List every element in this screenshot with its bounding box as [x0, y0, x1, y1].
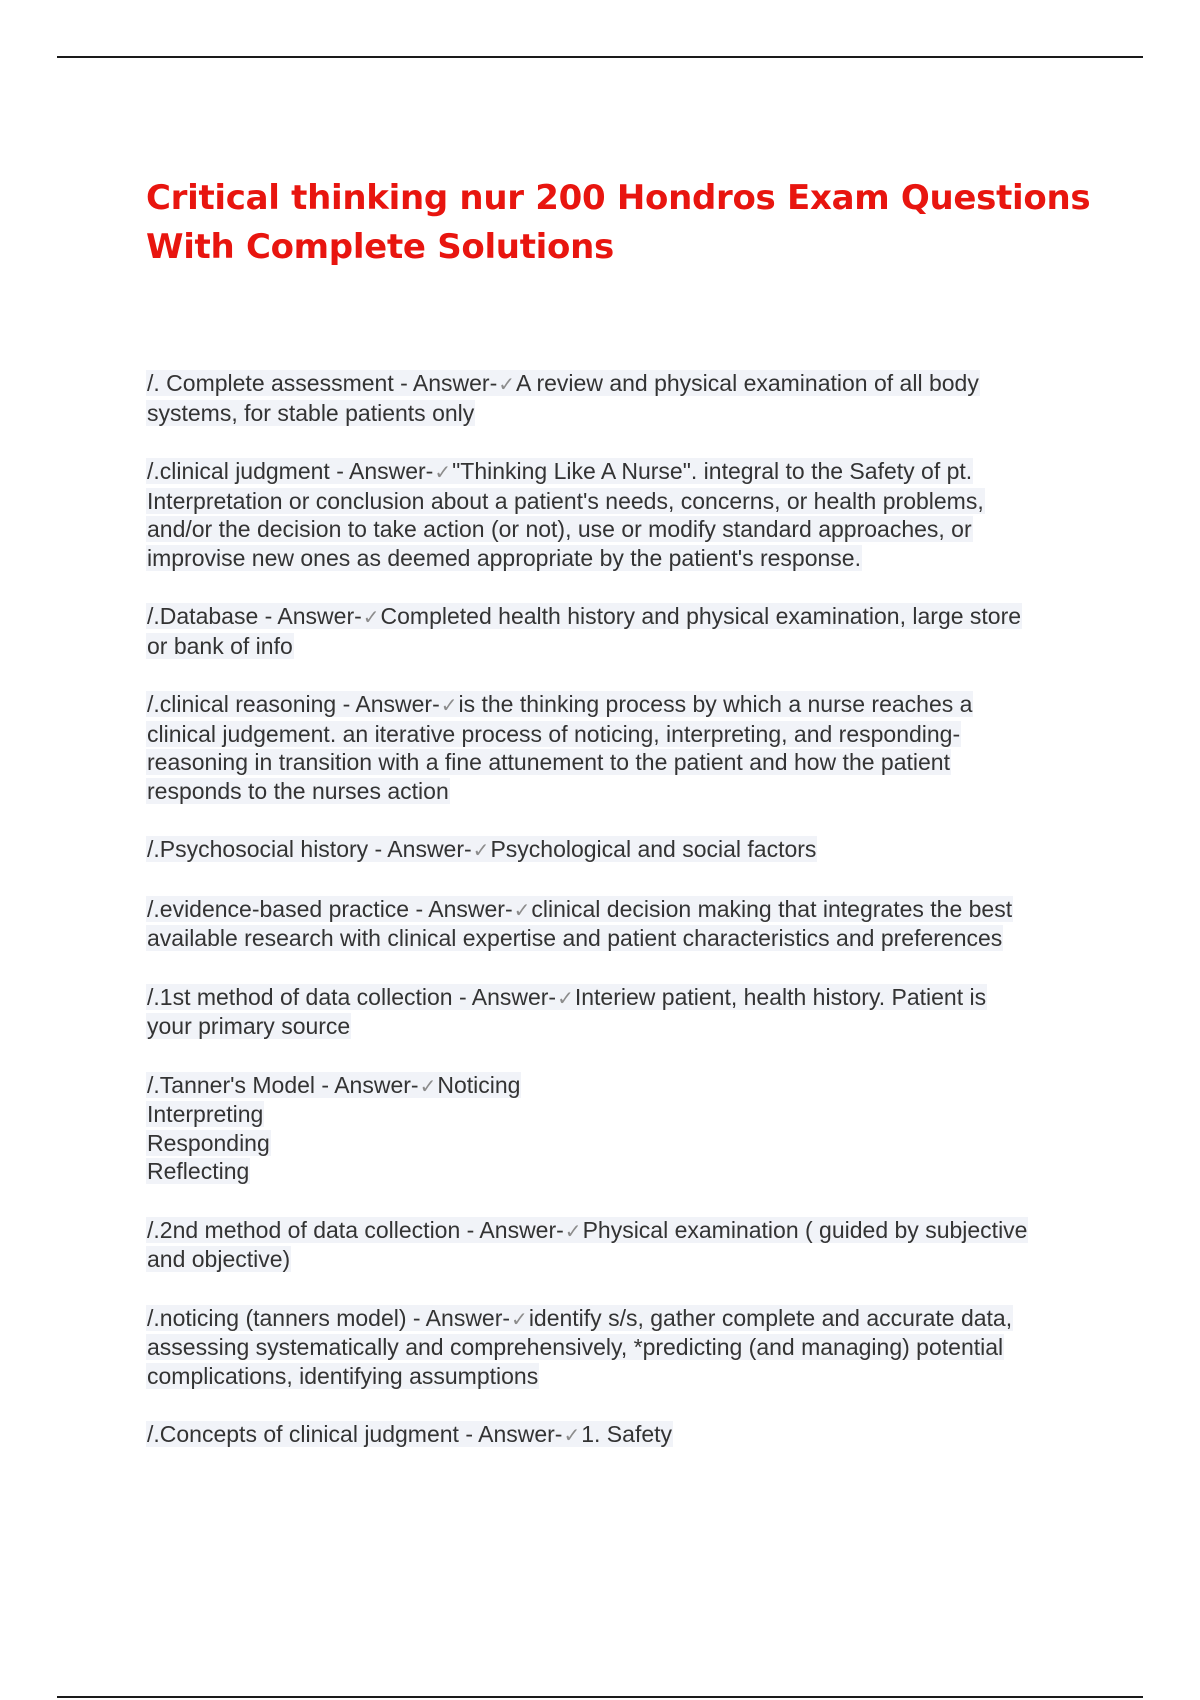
answer-text: Completed health history and physical examination, large store [380, 603, 1022, 629]
qa-line-text [146, 1421, 673, 1447]
qa-line [146, 1129, 1086, 1158]
qa-line [146, 924, 1086, 953]
answer-text: A review and physical examination of all body [516, 370, 979, 396]
qa-item [146, 369, 1086, 427]
qa-item [146, 1420, 1086, 1450]
qa-line-text [146, 1217, 1028, 1243]
qa-item [146, 690, 1086, 805]
check-icon: ✓ [434, 460, 452, 484]
answer-text: "Thinking Like A Nurse". integral to the Safety of pt. [452, 458, 973, 484]
question-text: /.Concepts of clinical judgment - Answer- [147, 1421, 563, 1447]
qa-line-text: Reflecting [147, 1158, 250, 1184]
title-line-1: Critical thinking nur 200 Hondros Exam Questions [146, 178, 1091, 218]
qa-line-text: Interpreting [147, 1101, 264, 1127]
qa-line-text: reasoning in transition with a fine attunement to the patient and how the patient [147, 749, 950, 775]
qa-item [146, 1304, 1086, 1391]
answer-text: clinical decision making that integrates the best [531, 895, 1013, 922]
question-text: /.clinical reasoning - Answer- [147, 691, 440, 717]
qa-list [146, 369, 1086, 1480]
qa-item [146, 1071, 1086, 1186]
qa-line [146, 457, 1086, 487]
qa-line-text: clinical judgement. an iterative process of noticing, interpreting, and responding- [147, 720, 961, 747]
qa-line [146, 720, 1086, 749]
qa-line [146, 544, 1086, 573]
qa-line-text: and/or the decision to take action (or not), use or modify standard approaches, or [147, 516, 972, 542]
qa-line-text: responds to the nurses action [147, 777, 449, 804]
check-icon: ✓ [472, 838, 490, 862]
qa-line-text: or bank of info [147, 632, 293, 659]
qa-line [146, 369, 1086, 399]
qa-line-text [146, 984, 987, 1010]
qa-line-text: Responding [147, 1129, 270, 1156]
qa-line [146, 1100, 1086, 1129]
check-icon: ✓ [440, 693, 458, 717]
question-text: /.Tanner's Model - Answer- [147, 1071, 419, 1098]
qa-line [146, 1245, 1086, 1274]
check-icon: ✓ [557, 985, 574, 1010]
question-text: /.2nd method of data collection - Answer- [147, 1216, 564, 1243]
answer-text: Psychological and social factors [490, 836, 817, 862]
qa-line [146, 1304, 1086, 1334]
qa-line-text: your primary source [147, 1013, 351, 1039]
qa-line [146, 1012, 1086, 1041]
qa-line-text [146, 1072, 521, 1098]
qa-line-text: complications, identifying assumptions [147, 1362, 539, 1389]
question-text: /.noticing (tanners model) - Answer- [147, 1304, 511, 1331]
question-text: /.Database - Answer- [147, 603, 362, 629]
question-text: /.clinical judgment - Answer- [147, 458, 434, 484]
answer-text: Noticing [437, 1071, 521, 1098]
qa-line [146, 748, 1086, 777]
qa-line-text: systems, for stable patients only [147, 399, 475, 426]
answer-text: 1. Safety [581, 1421, 673, 1447]
check-icon: ✓ [362, 605, 380, 629]
qa-line-text [146, 1305, 1013, 1331]
check-icon: ✓ [564, 1218, 582, 1243]
check-icon: ✓ [498, 372, 515, 396]
check-icon: ✓ [419, 1073, 437, 1098]
question-text: /. Complete assessment - Answer- [147, 370, 498, 396]
qa-line [146, 1420, 1086, 1450]
answer-text: Interiew patient, health history. Patient is [574, 983, 987, 1010]
qa-line-text: assessing systematically and comprehensively, *predicting (and managing) potential [147, 1334, 1004, 1360]
document-title [146, 174, 1106, 272]
qa-line [146, 1216, 1086, 1246]
question-text: /.1st method of data collection - Answer- [147, 983, 557, 1010]
qa-item [146, 983, 1086, 1041]
qa-item [146, 602, 1086, 660]
qa-line [146, 690, 1086, 720]
qa-line-text: Interpretation or conclusion about a patient's needs, concerns, or health problems, [147, 487, 984, 514]
qa-line [146, 1333, 1086, 1362]
qa-line [146, 1157, 1086, 1186]
qa-line-text [146, 836, 817, 862]
qa-line [146, 632, 1086, 661]
qa-line [146, 602, 1086, 632]
check-icon: ✓ [511, 1306, 528, 1331]
qa-line [146, 983, 1086, 1013]
qa-item [146, 895, 1086, 953]
answer-text: identify s/s, gather complete and accurate data, [528, 1304, 1013, 1331]
qa-line [146, 1071, 1086, 1101]
qa-item [146, 835, 1086, 865]
qa-item [146, 457, 1086, 572]
qa-line-text [146, 370, 980, 396]
answer-text: is the thinking process by which a nurse reaches a [458, 691, 973, 717]
qa-line [146, 777, 1086, 806]
answer-text: Physical examination ( guided by subjective [582, 1216, 1028, 1243]
title-line-2: With Complete Solutions [146, 227, 614, 267]
check-icon: ✓ [563, 1423, 581, 1447]
qa-line-text [146, 896, 1013, 922]
qa-line-text [146, 603, 1022, 629]
qa-line-text: and objective) [147, 1246, 291, 1272]
footer-rule [57, 1696, 1143, 1698]
qa-line [146, 835, 1086, 865]
qa-line [146, 895, 1086, 925]
qa-line-text: improvise new ones as deemed appropriate by the patient's response. [147, 544, 861, 571]
qa-line-text [146, 458, 973, 484]
qa-line-text: available research with clinical expertise and patient characteristics and preferences [147, 925, 1003, 951]
qa-line-text [146, 691, 973, 717]
question-text: /.evidence-based practice - Answer- [147, 895, 513, 922]
qa-line [146, 487, 1086, 516]
qa-line [146, 515, 1086, 544]
qa-line [146, 399, 1086, 428]
qa-item [146, 1216, 1086, 1274]
question-text: /.Psychosocial history - Answer- [147, 836, 472, 862]
check-icon: ✓ [513, 897, 531, 922]
header-rule [57, 56, 1143, 58]
qa-line [146, 1362, 1086, 1391]
